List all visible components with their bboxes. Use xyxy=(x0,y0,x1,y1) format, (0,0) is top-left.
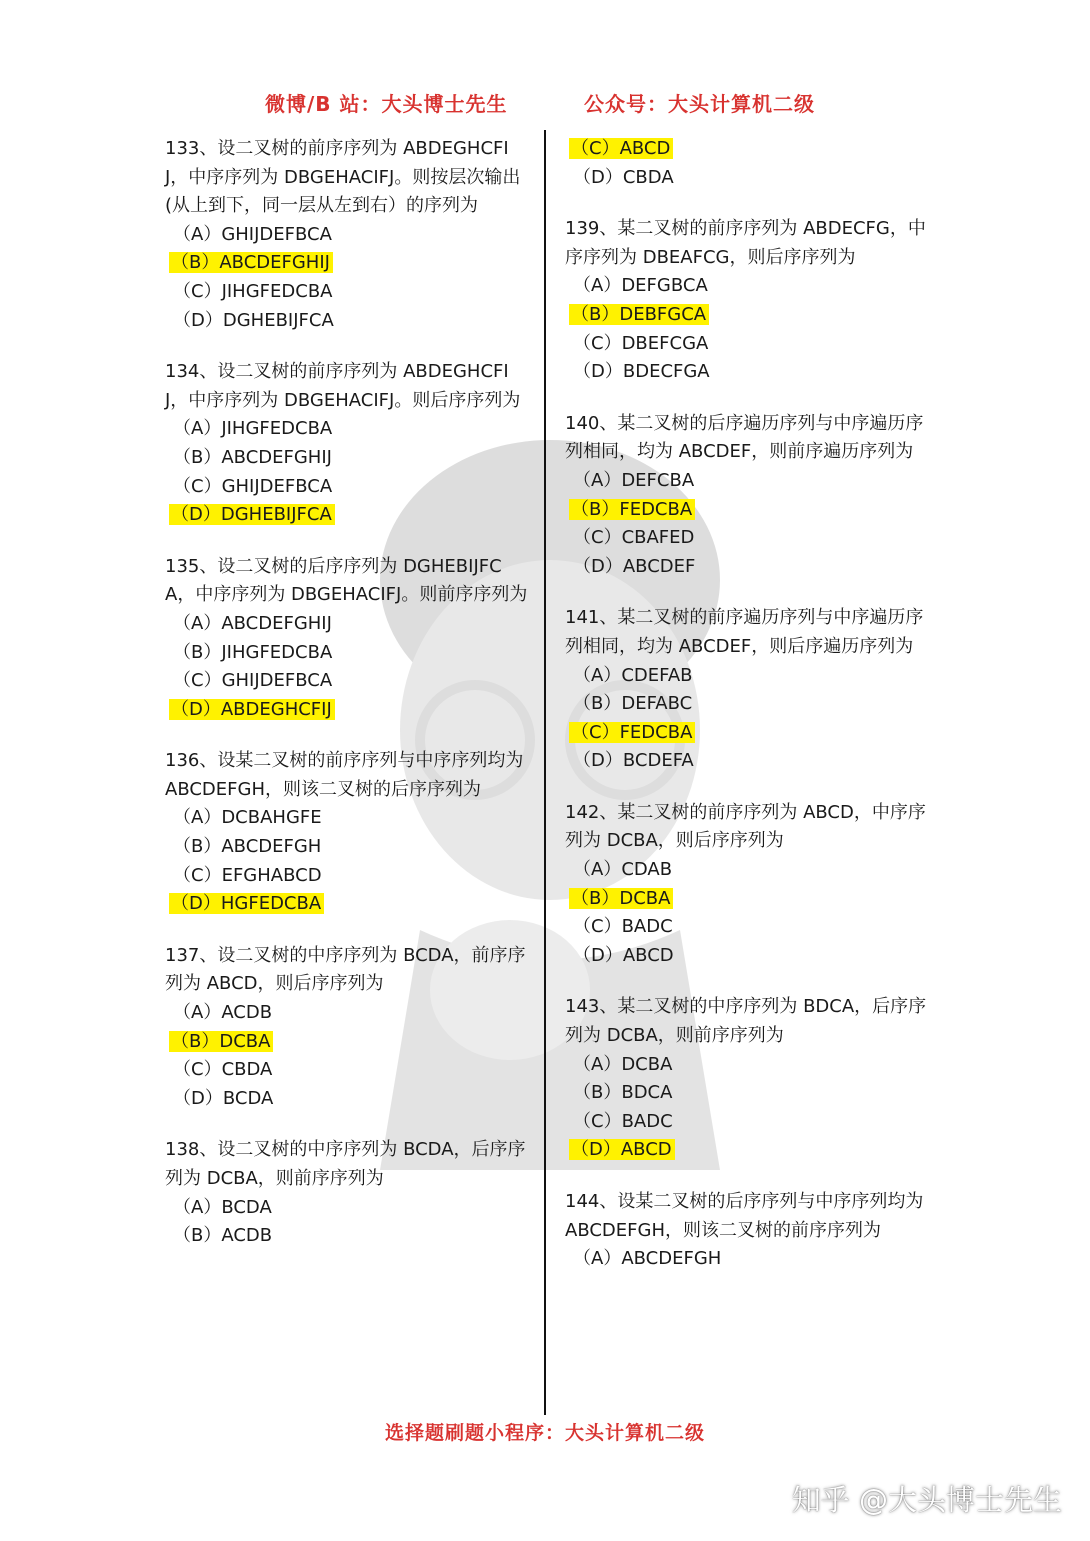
question-text: 142、某二叉树的前序序列为 ABCD，中序序列为 DCBA，则后序序列为 xyxy=(565,801,926,852)
answer-option-label: （C）EFGHABCD xyxy=(173,864,322,886)
answer-option xyxy=(165,444,530,473)
answer-option-label: （C）CBAFED xyxy=(573,527,695,549)
question-text: 134、设二叉树的前序序列为 ABDEGHCFIJ，中序序列为 DBGEHACIFJ。则后序序列为 xyxy=(165,361,521,411)
column-divider xyxy=(544,130,546,1415)
header-weibo: 微博/B 站：大头博士先生 xyxy=(265,92,508,116)
question-text: 144、设某二叉树的后序序列与中序序列均为 ABCDEFGH，则该二叉树的前序序列为 xyxy=(565,1191,924,1241)
correct-answer-highlight: （C）FEDCBA xyxy=(569,722,695,743)
answer-option xyxy=(165,667,530,696)
question-text: 143、某二叉树的中序序列为 BDCA，后序序列为 DCBA，则前序序列为 xyxy=(565,996,927,1047)
answer-option xyxy=(565,272,930,301)
correct-answer-highlight: （B）ABCDEFGHIJ xyxy=(169,252,333,273)
answer-option-label: （A）CDEFAB xyxy=(573,664,693,686)
answer-option-label: （A）ABCDEFGHIJ xyxy=(173,612,332,634)
answer-option xyxy=(165,639,530,668)
answer-option xyxy=(165,221,530,250)
question-text: 140、某二叉树的后序遍历序列与中序遍历序列相同，均为 ABCDEF，则前序遍历序列为 xyxy=(565,412,924,463)
correct-answer-highlight: （D）HGFEDCBA xyxy=(169,893,324,914)
answer-option-label: （C）JIHGFEDCBA xyxy=(173,280,333,302)
answer-option xyxy=(565,1079,930,1108)
question-block xyxy=(165,942,530,1114)
answer-option xyxy=(565,1051,930,1080)
answer-option xyxy=(565,662,930,691)
answer-option xyxy=(165,501,530,530)
answer-option xyxy=(565,135,930,164)
question-text: 138、设二叉树的中序序列为 BCDA，后序序列为 DCBA，则前序序列为 xyxy=(165,1139,526,1189)
answer-option-label: （A）CDAB xyxy=(573,859,673,881)
answer-option xyxy=(565,358,930,387)
answer-option-label: （C）BADC xyxy=(573,916,673,938)
left-column xyxy=(165,135,530,1274)
question-text: 139、某二叉树的前序序列为 ABDECFG，中序序列为 DBEAFCG，则后序序列为 xyxy=(565,218,926,268)
answer-option xyxy=(565,164,930,193)
correct-answer-highlight: （C）ABCD xyxy=(569,138,673,159)
question-block xyxy=(165,135,530,335)
zhihu-watermark: 知乎 @大头博士先生 xyxy=(791,1483,1062,1517)
answer-option xyxy=(165,999,530,1028)
answer-option xyxy=(565,747,930,776)
answer-option-label: （B）BDCA xyxy=(573,1082,673,1104)
answer-option xyxy=(165,890,530,919)
answer-option-label: （D）CBDA xyxy=(573,166,674,188)
answer-option xyxy=(165,473,530,502)
answer-option xyxy=(565,301,930,330)
answer-option-label: （C）BADC xyxy=(573,1110,673,1132)
answer-option xyxy=(565,719,930,748)
answer-option xyxy=(165,1085,530,1114)
answer-option-label: （D）ABCD xyxy=(573,944,674,966)
answer-option xyxy=(565,467,930,496)
answer-option-label: （D）BCDEFA xyxy=(573,750,694,772)
answer-option-label: （A）JIHGFEDCBA xyxy=(173,418,333,440)
answer-option xyxy=(565,1136,930,1165)
answer-option xyxy=(165,804,530,833)
answer-option xyxy=(565,942,930,971)
answer-option-label: （D）DGHEBIJFCA xyxy=(173,309,334,331)
answer-option xyxy=(165,696,530,725)
correct-answer-highlight: （D）DGHEBIJFCA xyxy=(169,504,335,525)
answer-option-label: （C）DBEFCGA xyxy=(573,332,709,354)
correct-answer-highlight: （B）DCBA xyxy=(569,888,673,909)
answer-option xyxy=(565,524,930,553)
answer-option-label: （D）BDECFGA xyxy=(573,361,710,383)
answer-option-label: （B）JIHGFEDCBA xyxy=(173,641,333,663)
answer-option-label: （A）GHIJDEFBCA xyxy=(173,223,332,245)
question-block xyxy=(565,135,930,192)
answer-option xyxy=(565,330,930,359)
answer-option-label: （B）ABCDEFGH xyxy=(173,836,322,858)
question-block xyxy=(165,553,530,725)
question-block xyxy=(565,993,930,1165)
question-block xyxy=(565,604,930,776)
answer-option-label: （A）DCBA xyxy=(573,1053,673,1075)
answer-option xyxy=(565,913,930,942)
answer-option xyxy=(165,833,530,862)
answer-option xyxy=(165,862,530,891)
answer-option-label: （A）DEFCBA xyxy=(573,469,695,491)
answer-option-label: （D）BCDA xyxy=(173,1087,274,1109)
answer-option xyxy=(165,1194,530,1223)
answer-option-label: （A）DCBAHGFE xyxy=(173,807,322,829)
question-block xyxy=(165,747,530,919)
answer-option xyxy=(165,1222,530,1251)
answer-option-label: （C）GHIJDEFBCA xyxy=(173,475,333,497)
answer-option xyxy=(565,690,930,719)
answer-option xyxy=(165,1028,530,1057)
question-block xyxy=(165,358,530,530)
answer-option-label: （B）ACDB xyxy=(173,1225,273,1247)
answer-option-label: （A）DEFGBCA xyxy=(573,275,708,297)
answer-option xyxy=(565,1245,930,1274)
answer-option-label: （C）GHIJDEFBCA xyxy=(173,670,333,692)
correct-answer-highlight: （B）DEBFGCA xyxy=(569,304,709,325)
correct-answer-highlight: （D）ABDEGHCFIJ xyxy=(169,699,335,720)
right-column xyxy=(565,135,930,1297)
answer-option xyxy=(565,856,930,885)
question-block xyxy=(565,215,930,387)
question-text: 135、设二叉树的后序序列为 DGHEBIJFCA，中序序列为 DBGEHACIFJ。则前序序列为 xyxy=(165,555,528,606)
answer-option-label: （B）ABCDEFGHIJ xyxy=(173,446,332,468)
answer-option-label: （B）DEFABC xyxy=(573,693,693,715)
question-block xyxy=(165,1136,530,1250)
answer-option xyxy=(165,249,530,278)
question-block xyxy=(565,1188,930,1274)
answer-option xyxy=(565,553,930,582)
answer-option-label: （A）ACDB xyxy=(173,1002,273,1024)
answer-option xyxy=(565,496,930,525)
answer-option xyxy=(165,415,530,444)
answer-option xyxy=(165,278,530,307)
answer-option xyxy=(165,307,530,336)
answer-option xyxy=(165,610,530,639)
answer-option-label: （A）ABCDEFGH xyxy=(573,1248,722,1270)
question-block xyxy=(565,410,930,582)
answer-option xyxy=(565,885,930,914)
answer-option xyxy=(565,1108,930,1137)
question-text: 137、设二叉树的中序序列为 BCDA，前序序列为 ABCD，则后序序列为 xyxy=(165,944,526,995)
answer-option-label: （A）BCDA xyxy=(173,1196,272,1218)
footer-miniprogram: 选择题刷题小程序：大头计算机二级 xyxy=(384,1422,705,1444)
question-text: 141、某二叉树的前序遍历序列与中序遍历序列相同，均为 ABCDEF，则后序遍历序列为 xyxy=(565,607,924,657)
answer-option-label: （C）CBDA xyxy=(173,1059,273,1081)
question-text: 136、设某二叉树的前序序列与中序序列均为 ABCDEFGH，则该二叉树的后序序列为 xyxy=(165,750,524,800)
answer-option xyxy=(165,1056,530,1085)
correct-answer-highlight: （B）FEDCBA xyxy=(569,499,695,520)
question-block xyxy=(565,799,930,971)
header-wechat: 公众号：大头计算机二级 xyxy=(584,92,815,116)
answer-option-label: （D）ABCDEF xyxy=(573,555,696,577)
question-text: 133、设二叉树的前序序列为 ABDEGHCFIJ，中序序列为 DBGEHACIFJ。则按层次输出(从上到下，同一层从左到右）的序列为 xyxy=(165,138,521,217)
correct-answer-highlight: （B）DCBA xyxy=(169,1031,273,1052)
correct-answer-highlight: （D）ABCD xyxy=(569,1139,675,1160)
